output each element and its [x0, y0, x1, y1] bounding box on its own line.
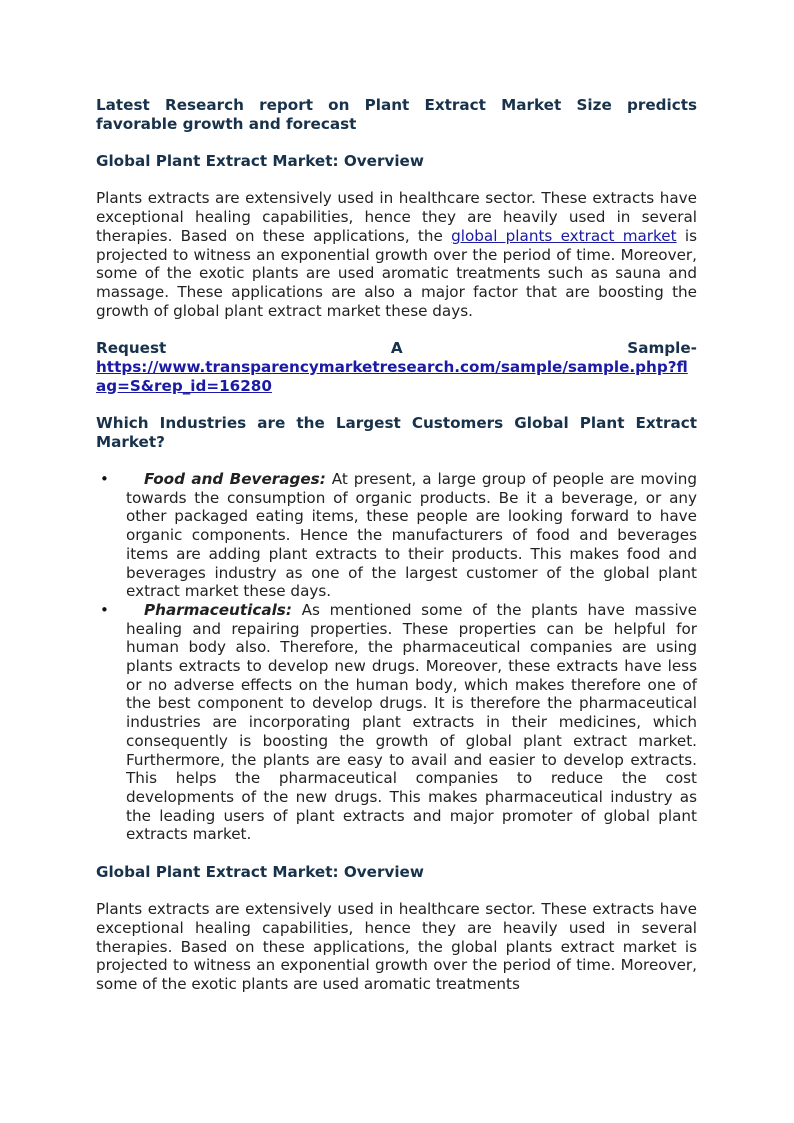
global-plants-extract-market-link[interactable]: global plants extract market: [451, 226, 677, 245]
overview-paragraph: [96, 189, 697, 320]
list-item-pharmaceuticals: [96, 601, 697, 844]
document-title: Latest Research report on Plant Extract Market Size predicts favorable growth and forecast: [96, 96, 697, 133]
bullet-icon: •: [100, 469, 109, 488]
request-word: Request: [96, 339, 167, 358]
document-content: [96, 96, 697, 994]
text-pharmaceuticals: As mentioned some of the plants have massive healing and repairing properties. These properties can be helpful for human body also. Therefore, the pharmaceutical companies are using plants extracts to develop new drugs. Moreover, these extracts have less or no adverse effects on the human body, which makes therefore one of the best component to develop drugs. It is therefore the pharmaceutical industries are incorporating plant extracts in their medicines, which consequently is boosting the growth of global plant extract market. Furthermore, the plants are easy to avail and easier to develop extracts. This helps the pharmaceutical companies to reduce the cost developments of the new drugs. This makes pharmaceutical industry as the leading users of plant extracts and major promoter of global plant extracts market.: [126, 600, 697, 844]
section-heading-overview: Global Plant Extract Market: Overview: [96, 152, 424, 171]
a-word: A: [390, 339, 403, 358]
overview-text-before: Plants extracts are extensively used in healthcare sector. These extracts have exceptional healing capabilities, hence they are heavily used in several therapies. Based on these applications, the: [96, 189, 697, 245]
term-food-beverages: Food and Beverages:: [144, 469, 326, 488]
section-heading-overview-repeat: Global Plant Extract Market: Overview: [96, 862, 424, 881]
section-heading-industries: Which Industries are the Largest Customers Global Plant Extract Market?: [96, 413, 697, 451]
overview-paragraph-repeat: Plants extracts are extensively used in healthcare sector. These extracts have exceptional healing capabilities, hence they are heavily used in several therapies. Based on these applications, the global plants extract market is projected to witness an exponential growth over the period of time. Moreover, some of the exotic plants are used aromatic treatments: [96, 900, 697, 993]
list-item-food-beverages: [96, 470, 697, 601]
bullet-icon: •: [100, 600, 109, 619]
text-food-beverages: At present, a large group of people are moving towards the consumption of organic products. Be it a beverage, or any other packaged eating items, these people are looking forward to have organic components. Hence the manufacturers of food and beverages items are adding plant extracts to their products. This makes food and beverages industry as one of the largest customer of the global plant extract market these days.: [126, 469, 697, 601]
sample-word: Sample-: [627, 339, 697, 358]
overview-text-after: is projected to witness an exponential growth over the period of time. Moreover, some of the exotic plants are used aromatic treatments such as sauna and massage. These applications are also a major factor that are boosting the growth of global plant extract market these days.: [96, 226, 697, 320]
term-pharmaceuticals: Pharmaceuticals:: [144, 600, 292, 619]
industries-list: [96, 470, 697, 844]
request-sample-line: [96, 339, 697, 358]
sample-request-link[interactable]: https://www.transparencymarketresearch.com/sample/sample.php?flag=S&rep_id=16280: [96, 357, 688, 395]
